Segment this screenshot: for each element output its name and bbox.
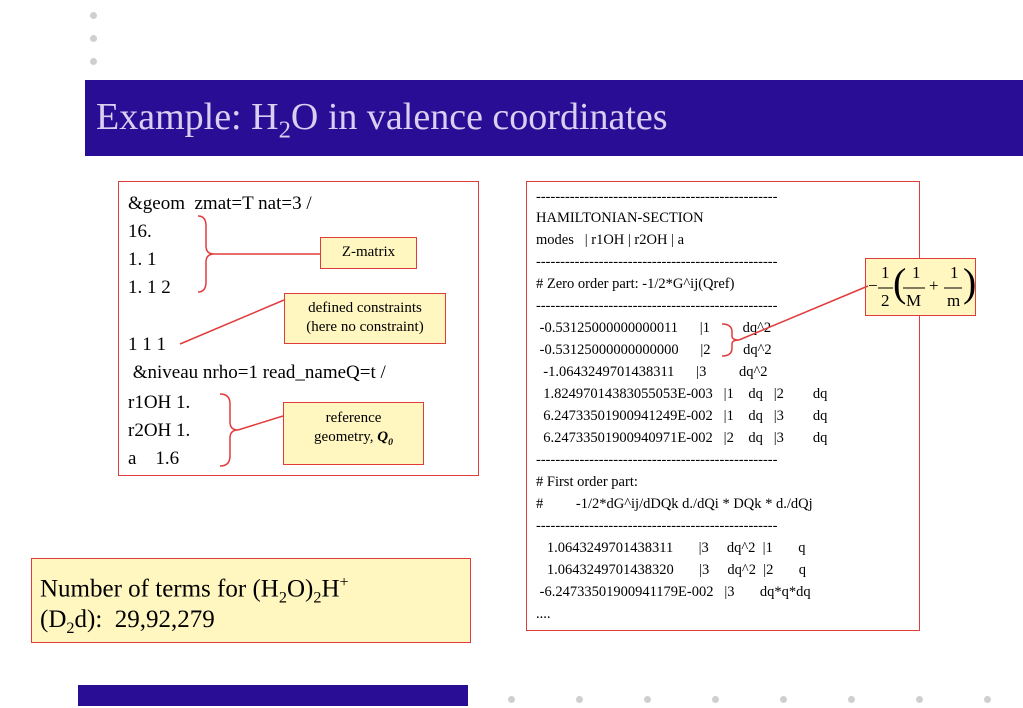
hamiltonian-line: # Zero order part: -1/2*G^ij(Qref) bbox=[536, 276, 735, 292]
hamiltonian-line: 1.0643249701438311 |3 dq^2 |1 q bbox=[536, 540, 806, 556]
formula-num: 1 bbox=[881, 263, 890, 282]
hamiltonian-line: HAMILTONIAN-SECTION bbox=[536, 210, 704, 226]
formula-minus: − bbox=[868, 276, 878, 295]
zmatrix-brace bbox=[198, 216, 214, 292]
terms-line-1: Number of terms for $(H_2O)_2H^+$ bbox=[40, 573, 349, 607]
formula-close-paren: ) bbox=[963, 260, 977, 305]
formula-num: 1 bbox=[950, 263, 959, 282]
hamiltonian-line: modes | r1OH | r2OH | a bbox=[536, 232, 685, 248]
hamiltonian-line: 1.82497014383055053E-003 |1 dq |2 dq bbox=[536, 386, 828, 402]
formula-den: M bbox=[906, 291, 922, 310]
formula-connector bbox=[739, 286, 868, 340]
hamiltonian-line: # First order part: bbox=[536, 474, 638, 490]
reference-label-1: reference bbox=[325, 410, 382, 426]
hamiltonian-line: -------------------------------------------------- bbox=[536, 452, 778, 468]
input-line: &niveau nrho=1 read_nameQ=t / bbox=[128, 362, 386, 383]
hamiltonian-line: -0.53125000000000000 |2 dq^2 bbox=[536, 342, 772, 358]
formula-den: m bbox=[947, 291, 961, 310]
hamiltonian-line: -1.0643249701438311 |3 dq^2 bbox=[536, 364, 768, 380]
slide-title: Example: $H_2O$ in valence coordinates bbox=[96, 96, 668, 144]
formula-num: 1 bbox=[912, 263, 921, 282]
footer-bar bbox=[78, 685, 468, 706]
input-line: 1 1 1 bbox=[128, 334, 166, 355]
hamiltonian-line: .... bbox=[536, 606, 551, 622]
input-line: a 1.6 bbox=[128, 448, 180, 469]
zmatrix-label: Z-matrix bbox=[341, 244, 396, 260]
reference-connector bbox=[238, 416, 283, 430]
input-line: 16. bbox=[128, 221, 152, 242]
formula-den: 2 bbox=[881, 291, 890, 310]
constraints-label-1: defined constraints bbox=[308, 300, 422, 316]
reference-brace bbox=[220, 394, 238, 466]
hamiltonian-line: -------------------------------------------------- bbox=[536, 189, 778, 205]
hamiltonian-brace bbox=[722, 324, 739, 356]
terms-line-2: $(D_2d)$: 29,92,279 bbox=[40, 606, 215, 637]
constraints-label-2: (here no constraint) bbox=[306, 319, 424, 335]
hamiltonian-line: -0.53125000000000011 |1 dq^2 bbox=[536, 320, 772, 336]
formula-plus: + bbox=[929, 276, 939, 295]
input-line: 1. 1 2 bbox=[128, 277, 171, 298]
hamiltonian-line: -------------------------------------------------- bbox=[536, 254, 778, 270]
reference-label-2: geometry, $Q_0$ bbox=[314, 429, 393, 448]
input-line: &geom zmat=T nat=3 / bbox=[128, 193, 312, 214]
hamiltonian-line: 6.24733501900941249E-002 |1 dq |3 dq bbox=[536, 408, 828, 424]
hamiltonian-line: # -1/2*dG^ij/dDQk d./dQi * DQk * d./dQj bbox=[536, 496, 813, 512]
hamiltonian-line: 6.24733501900940971E-002 |2 dq |3 dq bbox=[536, 430, 828, 446]
hamiltonian-line: -6.24733501900941179E-002 |3 dq*q*dq bbox=[536, 584, 811, 600]
hamiltonian-line: -------------------------------------------------- bbox=[536, 518, 778, 534]
input-line: r2OH 1. bbox=[128, 420, 191, 441]
formula-open-paren: ( bbox=[893, 260, 907, 305]
hamiltonian-line: -------------------------------------------------- bbox=[536, 298, 778, 314]
constraints-connector bbox=[180, 300, 284, 344]
input-line: r1OH 1. bbox=[128, 392, 191, 413]
input-line: 1. 1 bbox=[128, 249, 157, 270]
hamiltonian-line: 1.0643249701438320 |3 dq^2 |2 q bbox=[536, 562, 806, 578]
